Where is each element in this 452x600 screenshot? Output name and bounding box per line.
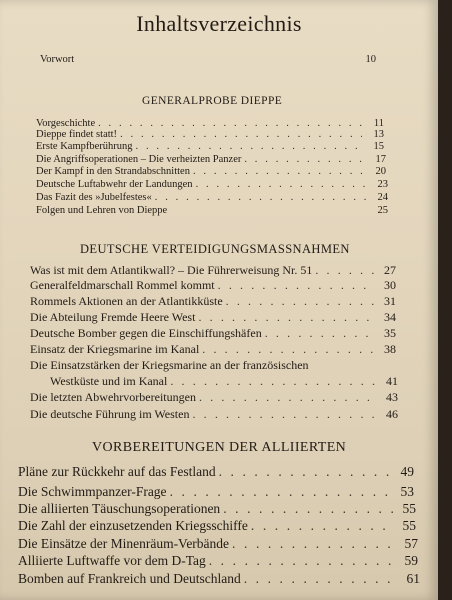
leader-dots	[196, 390, 376, 404]
toc-entry-label: Alliierte Luftwaffe vor dem D-Tag	[18, 553, 206, 568]
toc-entry	[30, 342, 396, 356]
leader-dots	[312, 263, 374, 277]
toc-entry-page: 34	[384, 310, 396, 324]
leader-dots	[220, 501, 394, 517]
toc-entry	[18, 501, 416, 517]
toc-entry-label: Die letzten Abwehrvorbereitungen	[30, 390, 196, 404]
toc-entry-page: 25	[377, 205, 388, 216]
toc-entry-page: 31	[384, 294, 396, 308]
toc-entry	[18, 484, 414, 500]
toc-entry-page: 10	[365, 54, 376, 65]
leader-dots	[262, 326, 374, 340]
toc-entry-page: 13	[373, 129, 384, 140]
toc-entry	[50, 374, 398, 388]
leader-dots	[195, 310, 374, 324]
toc-entry-page: 35	[384, 326, 396, 340]
toc-entry-label: Westküste und im Kanal	[50, 374, 168, 388]
toc-entry	[18, 464, 414, 480]
toc-entry-label: Dieppe findet statt!	[36, 129, 118, 140]
toc-entry-label: Einsatz der Kriegsmarine im Kanal	[30, 342, 200, 356]
leader-dots	[229, 536, 396, 552]
toc-entry-page: 53	[400, 484, 414, 499]
leader-dots	[167, 484, 392, 500]
leader-dots	[199, 342, 374, 356]
toc-entry	[18, 553, 418, 569]
toc-entry-label: Rommels Aktionen an der Atlantikküste	[30, 294, 223, 308]
section-heading: DEUTSCHE VERTEIDIGUNGSMASSNAHMEN	[80, 242, 350, 256]
toc-entry-label: Vorgeschichte	[36, 118, 96, 129]
leader-dots	[215, 278, 374, 292]
toc-entry-label: Die Einsätze der Minenräum-Verbände	[18, 536, 230, 551]
toc-entry	[30, 278, 396, 292]
page-title: Inhaltsverzeichnis	[136, 11, 302, 36]
toc-entry-label: Folgen und Lehren von Dieppe	[36, 205, 168, 216]
toc-entry-page: 30	[384, 278, 396, 292]
section-heading: GENERALPROBE DIEPPE	[142, 95, 283, 107]
toc-entry-page: 61	[406, 571, 420, 586]
toc-entry	[18, 536, 418, 552]
leader-dots	[223, 294, 374, 308]
leader-dots	[167, 374, 376, 388]
toc-entry	[18, 571, 420, 587]
leader-dots	[206, 553, 396, 569]
leader-dots	[216, 464, 392, 480]
toc-entry-label: Der Kampf in den Strandabschnitten	[36, 166, 190, 177]
toc-entry-page: 43	[386, 390, 398, 404]
toc-entry-page: 41	[386, 374, 398, 388]
toc-entry-page: 20	[375, 166, 386, 177]
toc-entry-page: 23	[377, 179, 388, 190]
toc-entry-page: 27	[384, 263, 396, 277]
toc-entry-label: Die Angriffsoperationen – Die verheizten Panzer	[36, 154, 242, 165]
toc-entry-page: 57	[404, 536, 418, 551]
toc-entry-page: 59	[404, 553, 418, 568]
toc-entry-label: Generalfeldmarschall Rommel kommt	[30, 278, 215, 292]
toc-entry	[30, 390, 398, 404]
toc-entry-page: 11	[373, 118, 384, 129]
toc-entry-label: Vorwort	[40, 54, 75, 65]
toc-entry	[36, 203, 388, 218]
toc-entry-page: 38	[384, 342, 396, 356]
toc-entry-label: Deutsche Luftabwehr der Landungen	[36, 179, 193, 190]
toc-entry-label: Die Schwimmpanzer-Frage	[18, 484, 167, 499]
leader-dots	[189, 407, 376, 421]
toc-entry	[30, 310, 396, 324]
toc-entry-page: 49	[400, 464, 414, 479]
toc-entry	[18, 518, 416, 534]
toc-entry-page: 55	[402, 518, 416, 533]
toc-entry-page: 17	[375, 154, 386, 165]
toc-entry-label: Das Fazit des »Jubelfestes«	[36, 192, 152, 203]
leader-dots	[248, 518, 394, 534]
toc-entry-page: 24	[377, 192, 388, 203]
toc-entry-label: Bomben auf Frankreich und Deutschland	[18, 571, 241, 586]
section-heading: VORBEREITUNGEN DER ALLIIERTEN	[92, 440, 347, 455]
toc-entry-label: Die alliierten Täuschungsoperationen	[18, 501, 221, 516]
toc-entry-label: Pläne zur Rückkehr auf das Festland	[18, 464, 216, 479]
toc-entry-label: Erste Kampfberührung	[36, 141, 133, 152]
toc-entry-label: Die Zahl der einzusetzenden Kriegsschiffe	[18, 518, 248, 533]
toc-entry-label: Deutsche Bomber gegen die Einschiffungshäfen	[30, 326, 262, 340]
toc-entry	[30, 263, 396, 277]
toc-entry-label: Was ist mit dem Atlantikwall? – Die Führerweisung Nr. 51	[30, 263, 313, 277]
toc-entry-page: 55	[402, 501, 416, 516]
toc-entry-label: Die Abteilung Fremde Heere West	[30, 310, 196, 324]
toc-entry-preface	[40, 52, 376, 67]
toc-entry-label: Die Einsatzstärken der Kriegsmarine an der französischen	[30, 358, 309, 372]
leader-dots	[241, 571, 398, 587]
toc-entry-page: 15	[373, 141, 384, 152]
toc-entry	[30, 326, 396, 340]
toc-entry-label: Die deutsche Führung im Westen	[30, 407, 190, 421]
toc-entry	[30, 407, 398, 421]
toc-entry	[30, 294, 396, 308]
toc-entry-page: 46	[386, 407, 398, 421]
